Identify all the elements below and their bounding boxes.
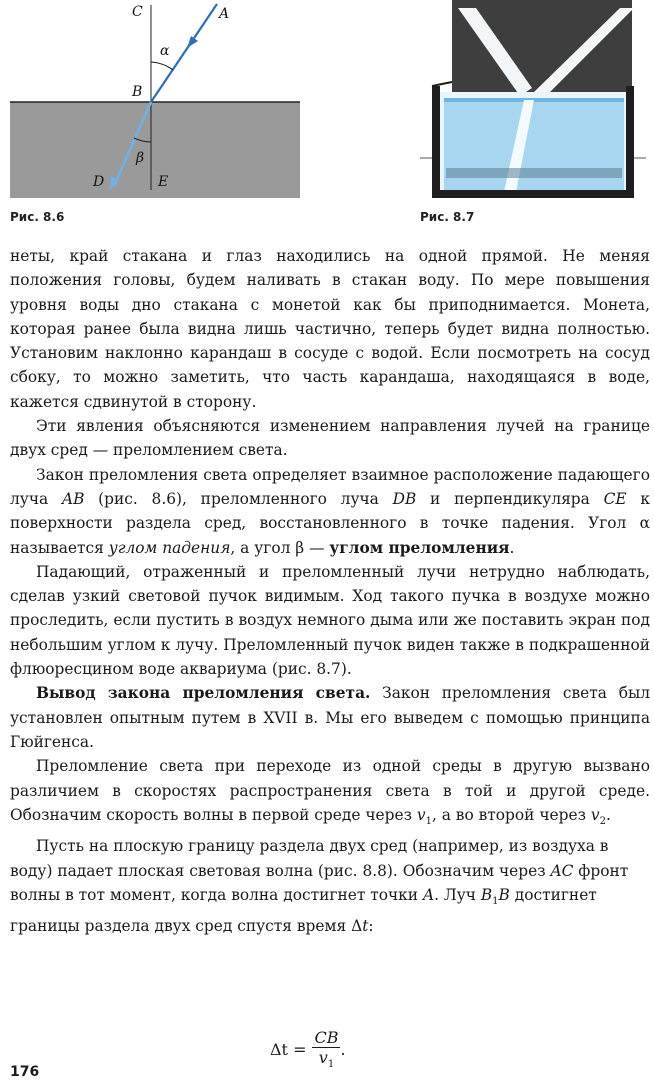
paragraph <box>10 834 650 938</box>
text-run: углом падения <box>108 538 231 557</box>
label-b: B <box>132 84 143 100</box>
text-run: Падающий, отраженный и преломленный лучи нетрудно наблюдать, сделав узкий световой пучок видимым. Ход такого пучка в воздухе можно проследить, если пустить в воздух немного дыма или же поставить экран под небольшим углом к лучу. Преломленный пучок виден также в подкрашенной флюоресцином воде аквариума (рис. 8.7). <box>10 562 650 679</box>
frame-top-left <box>432 82 452 86</box>
body-text <box>10 244 650 938</box>
text-run: CE <box>603 489 627 508</box>
formula-fraction <box>312 1028 340 1070</box>
page-number: 176 <box>10 1064 40 1080</box>
text-run: AB <box>61 489 85 508</box>
figure-8-7-caption: Рис. 8.7 <box>420 210 475 224</box>
text-run: AC <box>550 861 574 880</box>
alpha-arc <box>151 62 173 70</box>
text-run: B <box>480 885 493 904</box>
paragraph <box>10 754 650 834</box>
label-a: A <box>219 6 230 22</box>
text-run: и перпендикуляра <box>416 489 604 508</box>
text-run: к поверхности раздела сред, восстановленного в точке падения. Угол α называется <box>10 489 651 557</box>
text-run: Эти явления объясняются изменением направления лучей на границе двух сред — преломлением света. <box>10 417 650 460</box>
text-run: Преломление света при переходе из одной среды в другую вызвано различием в скоростях распространения света в той и другой среде. Обозначим скорость волны в первой среде через <box>10 757 650 824</box>
label-c: C <box>132 4 143 20</box>
text-run: A <box>422 885 435 904</box>
frame-bottom <box>432 190 634 198</box>
text-run: 1 <box>492 895 499 907</box>
paragraph <box>10 244 650 414</box>
label-beta: β <box>136 150 145 166</box>
frame-left <box>432 86 440 198</box>
text-run: 2 <box>599 815 606 827</box>
formula-lhs: Δt = <box>270 1039 307 1059</box>
text-run: . <box>605 805 611 824</box>
formula-den-var: v <box>318 1048 328 1067</box>
paragraph <box>10 463 650 560</box>
text-run: Вывод закона преломления света. <box>36 684 371 703</box>
figure-8-7 <box>420 0 650 210</box>
figure-8-6 <box>10 0 310 200</box>
paragraph <box>10 560 650 681</box>
text-run: фронт волны в тот момент, когда волна достигнет точки <box>10 861 629 904</box>
text-run: v <box>416 805 426 824</box>
aquarium-bottom-edge <box>446 168 622 178</box>
water-region <box>10 102 300 198</box>
label-e: E <box>158 174 169 190</box>
text-run: (рис. 8.6), преломленного луча <box>84 489 393 508</box>
text-run: B <box>498 885 510 904</box>
label-d: D <box>93 174 105 190</box>
text-run: достигнет границы раздела двух сред спустя время Δ <box>10 885 597 936</box>
figure-8-6-caption: Рис. 8.6 <box>10 210 65 224</box>
text-run: , а угол β — <box>230 538 330 557</box>
aquarium-water <box>444 100 624 192</box>
paragraph <box>10 414 650 463</box>
formula-den-sub: 1 <box>327 1059 335 1071</box>
text-run: углом преломления <box>329 538 510 557</box>
paragraph <box>10 681 650 754</box>
formula-delta-t <box>270 1028 346 1070</box>
text-run: . Луч <box>434 885 481 904</box>
text-run: DB <box>392 489 417 508</box>
label-alpha: α <box>160 43 170 59</box>
text-run: неты, край стакана и глаз находились на одной прямой. Не меняя положения головы, будем наливать в стакан воду. По мере повышения уровня воды дно стакана с монетой как бы приподнимается. Монета, которая ранее была видна лишь частично, теперь будет видна полностью. Установим наклонно карандаш в сосуде с водой. Если посмотреть на сосуд сбоку, то можно заметить, что часть карандаша, находящаяся в воде, кажется сдвинутой в сторону. <box>10 247 650 411</box>
text-run: Пусть на плоскую границу раздела двух сред (например, из воздуха в воду) падает плоская световая волна (рис. 8.8). Обозначим через <box>10 837 609 880</box>
formula-numerator: CB <box>314 1028 339 1047</box>
incident-arrow <box>187 36 198 48</box>
text-run: 1 <box>425 815 432 827</box>
text-run: v <box>590 805 600 824</box>
formula-tail: . <box>340 1039 346 1059</box>
text-run: , а во второй через <box>431 805 591 824</box>
text-run: . <box>509 538 515 557</box>
text-run: Закон преломления света был установлен опытным путем в XVII в. Мы его выведем с помощью принципа Гюйгенса. <box>10 684 650 751</box>
text-run: Закон преломления света определяет взаимное расположение падающего луча <box>10 465 650 508</box>
formula-denominator <box>319 1048 334 1070</box>
frame-right <box>626 86 634 198</box>
text-run: t <box>362 917 369 936</box>
text-run: : <box>368 917 374 936</box>
